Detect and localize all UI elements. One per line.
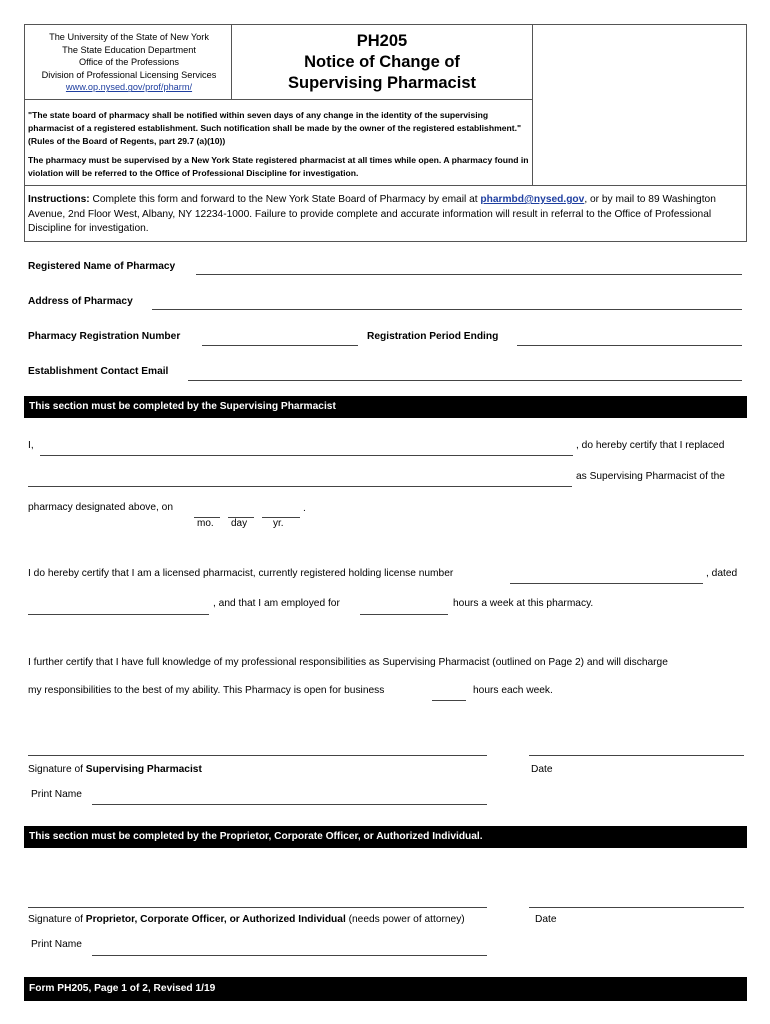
instructions-text-1: Complete this form and forward to the New York State Board of Pharmacy by email at xyxy=(89,194,481,205)
registration-period-field[interactable] xyxy=(517,345,742,346)
signature-prefix: Signature of xyxy=(28,914,86,925)
proprietor-signature-field[interactable] xyxy=(28,907,487,908)
as-supervising-text: as Supervising Pharmacist of the xyxy=(576,471,725,482)
instructions xyxy=(28,193,744,237)
instructions-text-2: , or by mail to 89 Washington Avenue, 2nd Floor West, Albany, NY 12234-1000. Failure to provide complete and accurate information will result in referral to the Office of Professional Discipline for investigation. xyxy=(28,194,716,234)
pharmacist-name-field[interactable] xyxy=(40,455,573,456)
address-label: Address of Pharmacy xyxy=(28,296,133,307)
license-number-field[interactable] xyxy=(510,583,703,584)
date-period: . xyxy=(303,503,306,514)
pharmacist-date-field[interactable] xyxy=(529,755,744,756)
registration-number-field[interactable] xyxy=(202,345,358,346)
day-caption: day xyxy=(231,518,248,529)
form-title-line1: Notice of Change of xyxy=(304,53,460,71)
agency-line: Division of Professional Licensing Services xyxy=(41,69,217,80)
pharmacist-print-name-label: Print Name xyxy=(31,789,82,800)
proprietor-date-label: Date xyxy=(535,914,557,925)
contact-email-field[interactable] xyxy=(188,380,742,381)
registration-number-label: Pharmacy Registration Number xyxy=(28,331,181,342)
agency-block xyxy=(28,31,230,94)
pharmacist-print-name-field[interactable] xyxy=(92,804,487,805)
certify-replaced-text: , do hereby certify that I replaced xyxy=(576,440,725,451)
registered-name-label: Registered Name of Pharmacy xyxy=(28,261,176,272)
proprietor-print-name-field[interactable] xyxy=(92,955,487,956)
agency-line: Office of the Professions xyxy=(79,57,179,68)
registered-name-field[interactable] xyxy=(196,274,742,275)
notice-text: The pharmacy must be supervised by a New York State registered pharmacist at all times while open. A pharmacy found in violation will be referred to the Office of Professional Discipline for investigation. xyxy=(28,155,529,178)
email-link[interactable]: pharmbd@nysed.gov xyxy=(480,194,585,205)
dated-text: , dated xyxy=(706,568,738,579)
signature-prefix: Signature of xyxy=(28,764,86,775)
regulation-quote xyxy=(28,109,534,180)
signature-role: Proprietor, Corporate Officer, or Authorized Individual xyxy=(85,914,346,925)
pharmacy-designated-text: pharmacy designated above, on xyxy=(28,502,173,513)
knowledge-text-line2: my responsibilities to the best of my ability. This Pharmacy is open for business xyxy=(28,685,385,696)
pharmacist-signature-label xyxy=(28,764,202,775)
pharmacist-signature-field[interactable] xyxy=(28,755,487,756)
agency-line: The University of the State of New York xyxy=(49,32,209,42)
form-title-line2: Supervising Pharmacist xyxy=(288,74,476,92)
header-blank-box xyxy=(532,24,747,186)
supervising-section-header: This section must be completed by the Supervising Pharmacist xyxy=(24,396,747,418)
knowledge-text-line1: I further certify that I have full knowledge of my professional responsibilities as Supervising Pharmacist (outlined on Page 2) and will discharge xyxy=(28,657,668,668)
address-field[interactable] xyxy=(152,309,742,310)
footer-bar: Form PH205, Page 1 of 2, Revised 1/19 xyxy=(24,977,747,1001)
form-title xyxy=(232,31,532,94)
proprietor-section-header: This section must be completed by the Proprietor, Corporate Officer, or Authorized Individual. xyxy=(24,826,747,848)
signature-suffix: (needs power of attorney) xyxy=(345,914,465,925)
proprietor-date-field[interactable] xyxy=(529,907,744,908)
previous-pharmacist-field[interactable] xyxy=(28,486,572,487)
license-text: I do hereby certify that I am a licensed pharmacist, currently registered holding license number xyxy=(28,568,454,579)
form-code: PH205 xyxy=(356,32,408,50)
hours-open-field[interactable] xyxy=(432,700,466,701)
agency-url-link[interactable]: www.op.nysed.gov/prof/pharm/ xyxy=(65,82,193,93)
proprietor-signature-label xyxy=(28,914,465,925)
hours-employed-field[interactable] xyxy=(360,614,448,615)
pharmacist-date-label: Date xyxy=(531,764,553,775)
signature-role: Supervising Pharmacist xyxy=(85,764,202,775)
month-caption: mo. xyxy=(197,518,214,529)
i-label: I, xyxy=(28,440,34,451)
registration-period-label: Registration Period Ending xyxy=(367,331,499,342)
year-caption: yr. xyxy=(273,518,284,529)
quote-text: "The state board of pharmacy shall be notified within seven days of any change in the identity of the supervising pharmacist of a registered establishment. Such notification shall be made by the owner of the registered establishment." (Rules of the Board of Regents, part 29.7 (a)(10)) xyxy=(28,110,522,146)
hours-a-week-text: hours a week at this pharmacy. xyxy=(453,598,594,609)
proprietor-print-name-label: Print Name xyxy=(31,939,82,950)
contact-email-label: Establishment Contact Email xyxy=(28,366,169,377)
license-date-field[interactable] xyxy=(28,614,209,615)
agency-line: The State Education Department xyxy=(62,44,196,55)
instructions-label: Instructions: xyxy=(28,194,90,205)
hours-each-week-text: hours each week. xyxy=(473,685,553,696)
employed-for-text: , and that I am employed for xyxy=(213,598,340,609)
